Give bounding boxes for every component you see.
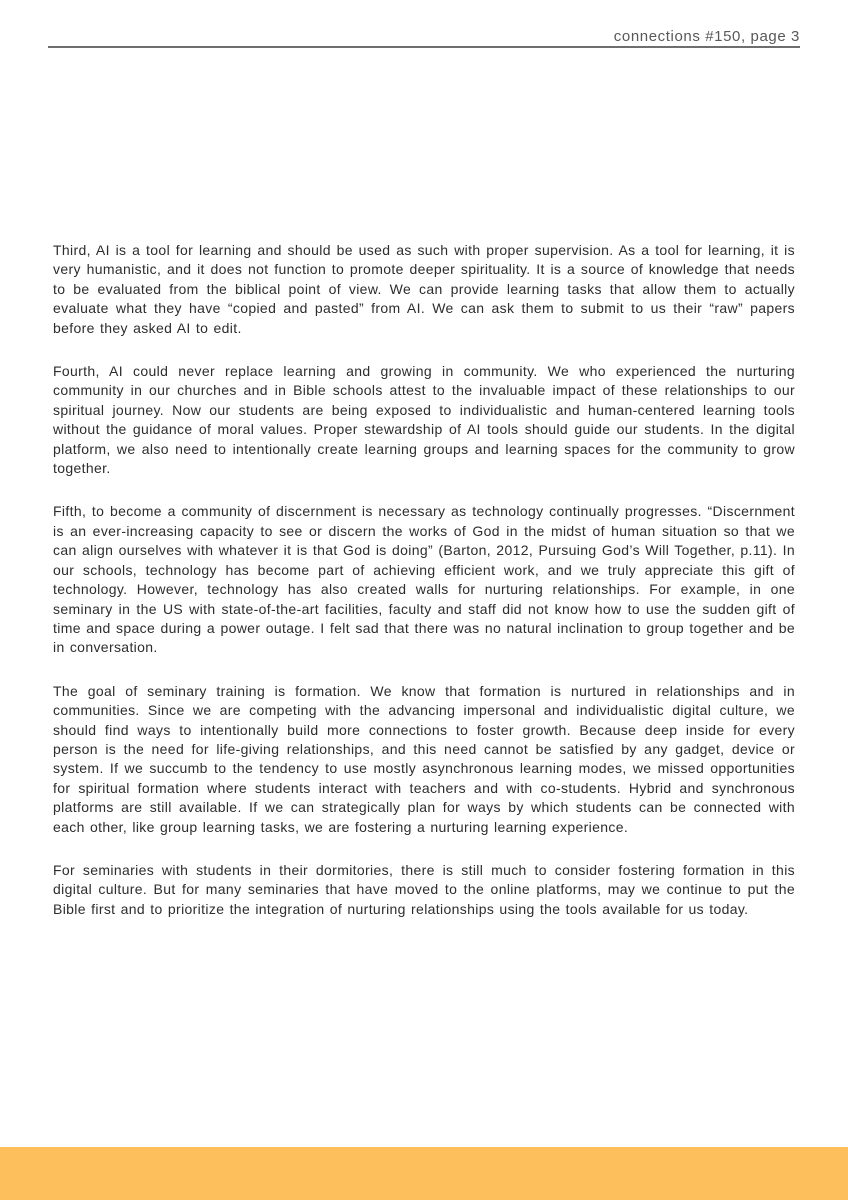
paragraph-third-ai-tool: Third, AI is a tool for learning and should be used as such with proper supervision. As a tool for learning, it is very humanistic, and it does not function to promote deeper spirituality. It is a source of knowledge that needs to be evaluated from the biblical point of view. We can provide learning tasks that allow them to actually evaluate what they have “copied and pasted” from AI. We can ask them to submit to us their “raw” papers before they asked AI to edit. (53, 242, 795, 336)
footer-band (0, 1147, 848, 1200)
paragraph-fifth-discernment: Fifth, to become a community of discernment is necessary as technology continually progresses. “Discernment is an ever-increasing capacity to see or discern the works of God in the midst of human situation so that we can align ourselves with whatever it is that God is doing” (Barton, 2012, Pursuing God’s Will Together, p.11). In our schools, technology has become part of achieving efficient work, and we truly appreciate this gift of technology. However, technology has also created walls for nurturing relationships. For example, in one seminary in the US with state-of-the-art facilities, faculty and staff did not know how to use the sudden gift of time and space during a power outage. I felt sad that there was no natural inclination to group together and be in conversation. (53, 503, 795, 656)
paragraph-goal-of-seminary: The goal of seminary training is formation. We know that formation is nurtured in relationships and in communities. Since we are competing with the advancing impersonal and individualistic digital culture, we should find ways to intentionally build more connections to foster growth. Because deep inside for every person is the need for life-giving relationships, and this need cannot be satisfied by any gadget, device or system. If we succumb to the tendency to use mostly asynchronous learning modes, we missed opportunities for spiritual formation where students interact with teachers and with co-students. Hybrid and synchronous platforms are still available. If we can strategically plan for ways by which students can be connected with each other, like group learning tasks, we are fostering a nurturing learning experience. (53, 682, 795, 835)
page-header-title: connections #150, page 3 (613, 28, 800, 45)
paragraph-for-seminaries: For seminaries with students in their dormitories, there is still much to consider fostering formation in this digital culture. But for many seminaries that have moved to the online platforms, may we continue to put the Bible first and to prioritize the integration of nurturing relationships using the tools available for us today. (53, 861, 795, 917)
header-rule (48, 46, 800, 48)
paragraph-fourth-community: Fourth, AI could never replace learning and growing in community. We who experienced the nurturing community in our churches and in Bible schools attest to the invaluable impact of these relationships to our spiritual journey. Now our students are being exposed to individualistic and human-centered learning tools without the guidance of moral values. Proper stewardship of AI tools should guide our students. In the digital platform, we also need to intentionally create learning groups and learning spaces for the community to grow together. (53, 363, 795, 477)
article-body (53, 241, 795, 943)
